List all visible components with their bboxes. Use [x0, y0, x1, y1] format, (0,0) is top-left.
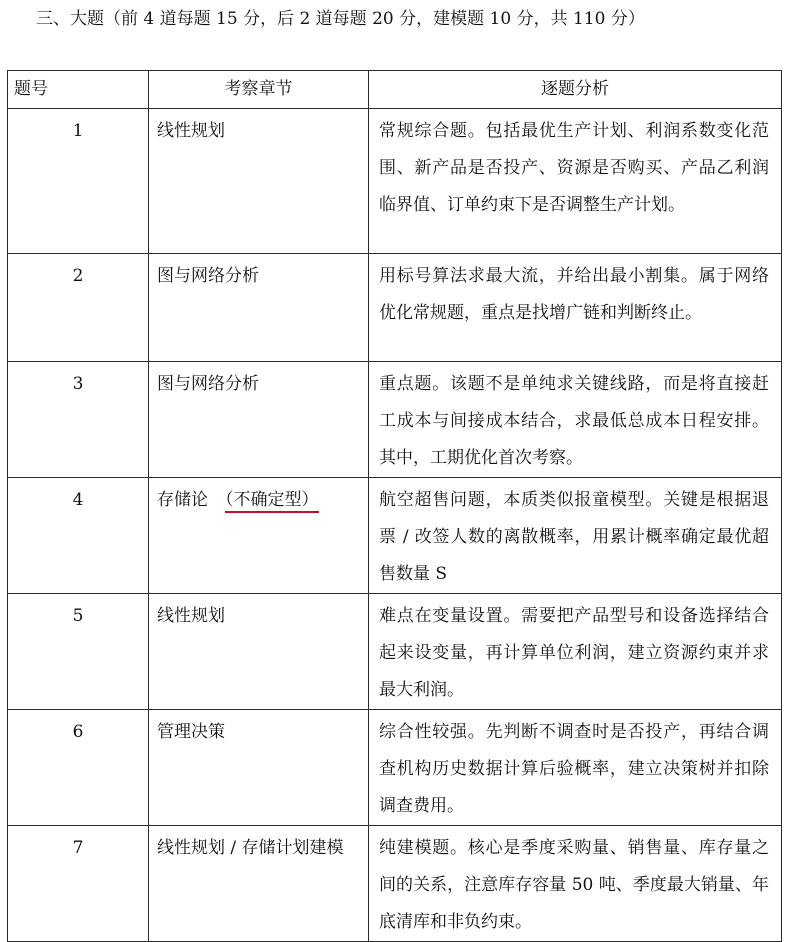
chapter-main-label: 存储论	[157, 490, 225, 510]
analysis-cell: 用标号算法求最大流，并给出最小割集。属于网络优化常规题，重点是找增广链和判断终止。	[369, 254, 782, 362]
header-question-number: 题号	[8, 71, 149, 109]
analysis-cell: 重点题。该题不是单纯求关键线路，而是将直接赶工成本与间接成本结合，求最低总成本日程安排。其中，工期优化首次考察。	[369, 362, 782, 478]
table-row	[8, 826, 782, 942]
chapter-cell: 线性规划	[149, 594, 369, 710]
exam-analysis-table	[7, 70, 782, 942]
header-analysis: 逐题分析	[369, 71, 782, 109]
table-row	[8, 710, 782, 826]
table-header-row	[8, 71, 782, 109]
chapter-cell: 管理决策	[149, 710, 369, 826]
chapter-cell: 线性规划	[149, 109, 369, 254]
table-row	[8, 362, 782, 478]
chapter-note-underlined: （不确定型）	[225, 490, 319, 513]
question-number: 6	[8, 710, 149, 826]
chapter-cell: 线性规划 / 存储计划建模	[149, 826, 369, 942]
analysis-cell: 航空超售问题，本质类似报童模型。关键是根据退票 / 改签人数的离散概率，用累计概率确定最优超售数量 S	[369, 478, 782, 594]
question-number: 7	[8, 826, 149, 942]
header-chapter: 考察章节	[149, 71, 369, 109]
table-row	[8, 478, 782, 594]
chapter-cell	[149, 478, 369, 594]
question-number: 3	[8, 362, 149, 478]
analysis-cell: 纯建模题。核心是季度采购量、销售量、库存量之间的关系，注意库存容量 50 吨、季度最大销量、年底清库和非负约束。	[369, 826, 782, 942]
analysis-cell: 难点在变量设置。需要把产品型号和设备选择结合起来设变量，再计算单位利润，建立资源约束并求最大利润。	[369, 594, 782, 710]
question-number: 2	[8, 254, 149, 362]
analysis-cell: 常规综合题。包括最优生产计划、利润系数变化范围、新产品是否投产、资源是否购买、产品乙利润临界值、订单约束下是否调整生产计划。	[369, 109, 782, 254]
table-row	[8, 594, 782, 710]
chapter-cell: 图与网络分析	[149, 362, 369, 478]
chapter-cell: 图与网络分析	[149, 254, 369, 362]
table-row	[8, 109, 782, 254]
question-number: 5	[8, 594, 149, 710]
analysis-cell: 综合性较强。先判断不调查时是否投产，再结合调查机构历史数据计算后验概率，建立决策树并扣除调查费用。	[369, 710, 782, 826]
question-number: 4	[8, 478, 149, 594]
question-number: 1	[8, 109, 149, 254]
section-heading: 三、大题（前 4 道每题 15 分，后 2 道每题 20 分，建模题 10 分，共 110 分）	[36, 9, 645, 29]
table-row	[8, 254, 782, 362]
